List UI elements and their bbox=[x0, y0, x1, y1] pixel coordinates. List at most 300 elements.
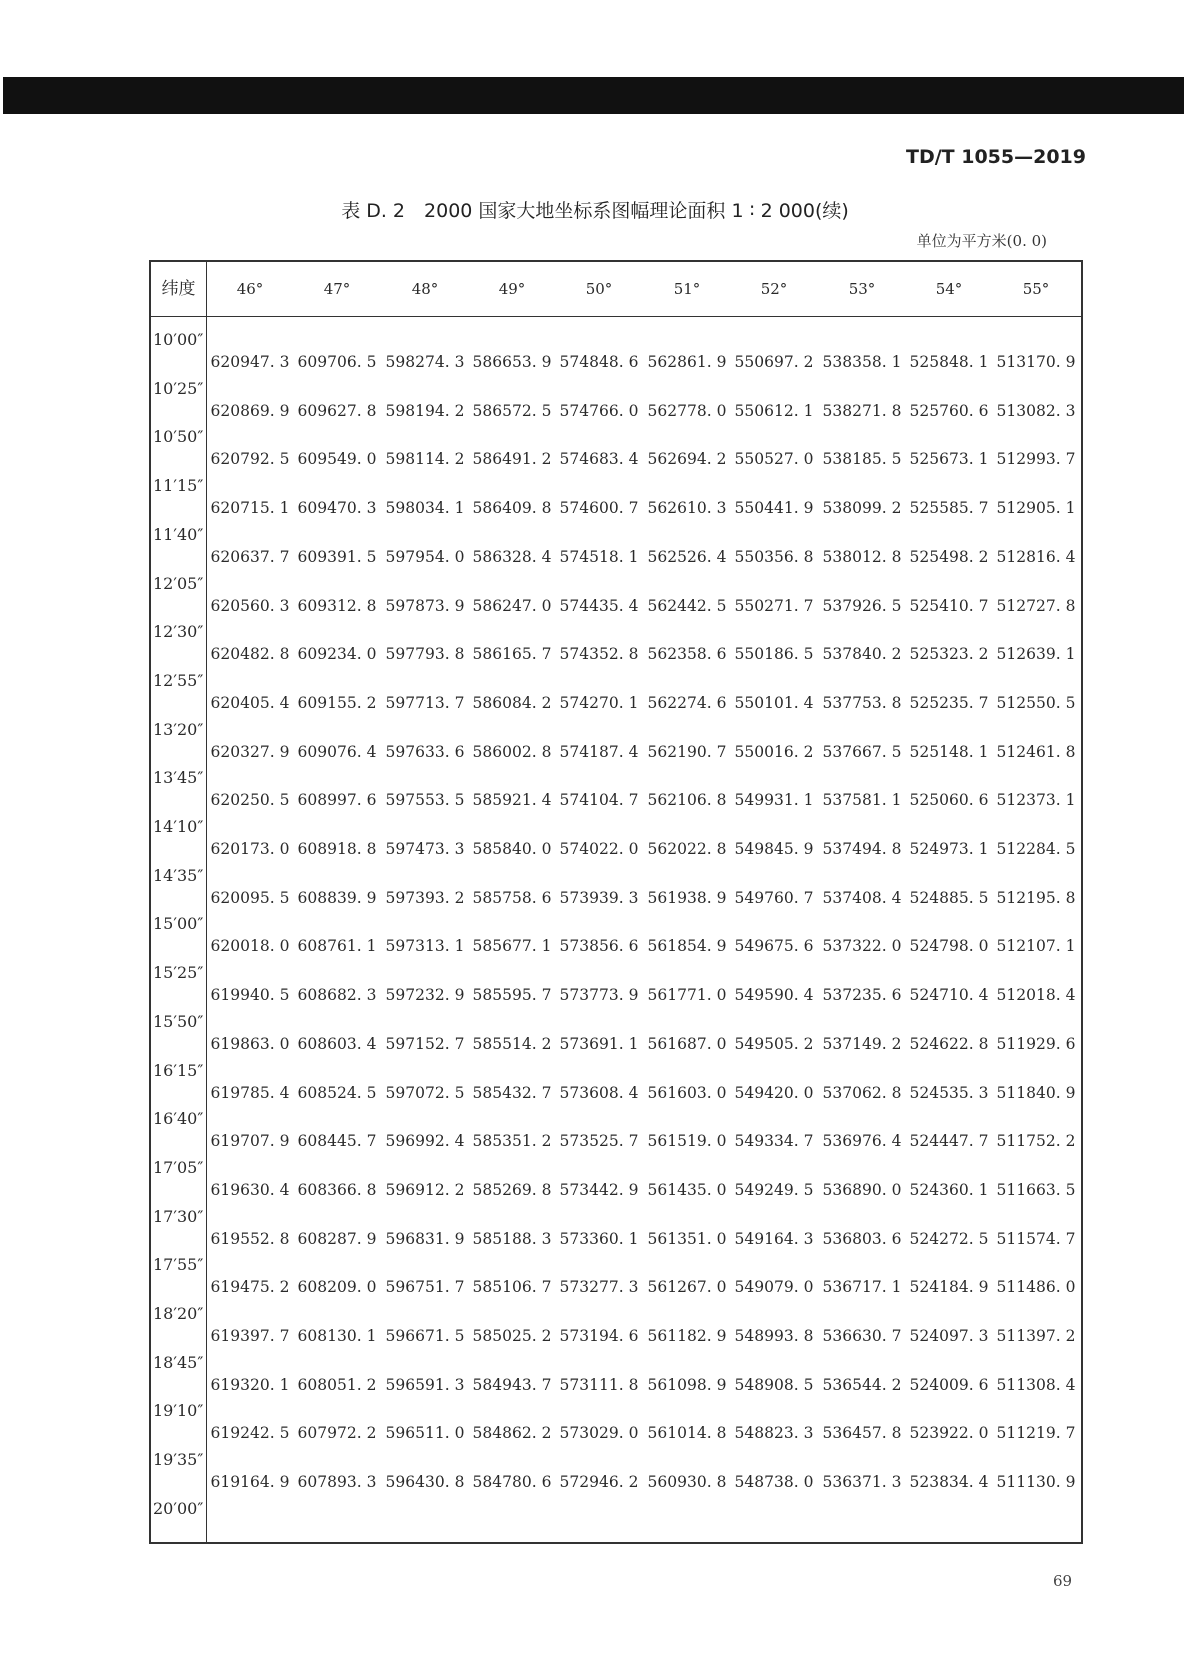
latitude-label: 12′55″ bbox=[153, 670, 204, 690]
latitude-label: 11′15″ bbox=[153, 476, 204, 496]
table-cell: 511840. 9 bbox=[996, 1083, 1076, 1102]
latitude-label: 17′30″ bbox=[153, 1206, 204, 1226]
table-cell: 620482. 8 bbox=[210, 645, 290, 664]
table-cell: 524798. 0 bbox=[909, 937, 989, 956]
table-cell: 620327. 9 bbox=[210, 742, 290, 761]
table-cell: 573029. 0 bbox=[559, 1424, 639, 1443]
table-row bbox=[151, 1084, 1081, 1108]
table-cell: 609549. 0 bbox=[297, 450, 377, 469]
table-cell: 608839. 9 bbox=[297, 888, 377, 907]
latitude-label: 19′35″ bbox=[153, 1450, 204, 1470]
table-cell: 609627. 8 bbox=[297, 401, 377, 420]
table-cell: 619785. 4 bbox=[210, 1083, 290, 1102]
table-cell: 561771. 0 bbox=[647, 986, 727, 1005]
table-cell: 585351. 2 bbox=[472, 1132, 552, 1151]
table-cell: 549931. 1 bbox=[734, 791, 814, 810]
table-cell: 511574. 7 bbox=[996, 1229, 1076, 1248]
table-row bbox=[151, 791, 1081, 815]
table-cell: 537667. 5 bbox=[822, 742, 902, 761]
column-header: 49° bbox=[498, 280, 526, 298]
table-cell: 549675. 6 bbox=[734, 937, 814, 956]
table-cell: 574022. 0 bbox=[559, 840, 639, 858]
table-cell: 620560. 3 bbox=[210, 596, 290, 615]
table-cell: 586247. 0 bbox=[472, 596, 552, 615]
table-cell: 536457. 8 bbox=[822, 1424, 902, 1443]
table-cell: 512107. 1 bbox=[996, 937, 1076, 956]
table-cell: 511486. 0 bbox=[996, 1278, 1076, 1297]
table-cell: 562022. 8 bbox=[647, 840, 727, 858]
table-cell: 585106. 7 bbox=[472, 1278, 552, 1297]
table-cell: 608997. 6 bbox=[297, 791, 377, 810]
table-cell: 573608. 4 bbox=[559, 1083, 639, 1102]
table-cell: 524184. 9 bbox=[909, 1278, 989, 1297]
table-cell: 562694. 2 bbox=[647, 450, 727, 469]
table-cell: 597393. 2 bbox=[385, 888, 465, 907]
table-cell: 525148. 1 bbox=[909, 742, 989, 761]
column-header: 52° bbox=[760, 280, 788, 298]
header-bar bbox=[3, 77, 1184, 114]
latitude-label: 15′00″ bbox=[153, 914, 204, 934]
table-cell: 561519. 0 bbox=[647, 1132, 727, 1151]
table-cell: 574848. 6 bbox=[559, 353, 639, 371]
table-cell: 574600. 7 bbox=[559, 499, 639, 518]
table-cell: 609234. 0 bbox=[297, 645, 377, 664]
table-cell: 524272. 5 bbox=[909, 1229, 989, 1248]
table-cell: 537149. 2 bbox=[822, 1034, 902, 1053]
latitude-label: 10′50″ bbox=[153, 427, 204, 447]
table-cell: 609312. 8 bbox=[297, 596, 377, 615]
column-header: 47° bbox=[323, 280, 351, 298]
latitude-label: 19′10″ bbox=[153, 1401, 204, 1421]
table-cell: 620405. 4 bbox=[210, 693, 290, 712]
table-cell: 548738. 0 bbox=[734, 1473, 814, 1492]
table-cell: 586409. 8 bbox=[472, 499, 552, 518]
table-cell: 573856. 6 bbox=[559, 937, 639, 956]
table-cell: 574104. 7 bbox=[559, 791, 639, 810]
table-cell: 620869. 9 bbox=[210, 401, 290, 420]
latitude-label: 15′50″ bbox=[153, 1011, 204, 1031]
table-cell: 549079. 0 bbox=[734, 1278, 814, 1297]
table-cell: 511663. 5 bbox=[996, 1180, 1076, 1199]
table-cell: 513170. 9 bbox=[996, 353, 1076, 371]
latitude-label: 20′00″ bbox=[153, 1498, 204, 1518]
table-row bbox=[151, 450, 1081, 474]
table-row bbox=[151, 548, 1081, 572]
table-cell: 561603. 0 bbox=[647, 1083, 727, 1102]
unit-note: 单位为平方米(0. 0) bbox=[916, 232, 1047, 250]
table-cell: 584943. 7 bbox=[472, 1375, 552, 1394]
table-cell: 598114. 2 bbox=[385, 450, 465, 469]
table-cell: 537494. 8 bbox=[822, 840, 902, 858]
table-cell: 525235. 7 bbox=[909, 693, 989, 712]
table-cell: 525498. 2 bbox=[909, 547, 989, 566]
latitude-label: 12′05″ bbox=[153, 573, 204, 593]
table-cell: 537581. 1 bbox=[822, 791, 902, 810]
column-header: 51° bbox=[673, 280, 701, 298]
table-cell: 586002. 8 bbox=[472, 742, 552, 761]
table-cell: 586084. 2 bbox=[472, 693, 552, 712]
table-cell: 550356. 8 bbox=[734, 547, 814, 566]
table-cell: 620792. 5 bbox=[210, 450, 290, 469]
table-cell: 574766. 0 bbox=[559, 401, 639, 420]
table-cell: 536803. 6 bbox=[822, 1229, 902, 1248]
column-header: 55° bbox=[1022, 280, 1050, 298]
table-cell: 562106. 8 bbox=[647, 791, 727, 810]
table-cell: 598034. 1 bbox=[385, 499, 465, 518]
table-cell: 620173. 0 bbox=[210, 840, 290, 858]
table-cell: 585025. 2 bbox=[472, 1327, 552, 1345]
table-cell: 598194. 2 bbox=[385, 401, 465, 420]
table-row bbox=[151, 1035, 1081, 1059]
table-row bbox=[151, 1132, 1081, 1156]
table-cell: 525060. 6 bbox=[909, 791, 989, 810]
table-cell: 537062. 8 bbox=[822, 1083, 902, 1102]
table-cell: 538012. 8 bbox=[822, 547, 902, 566]
table-cell: 549590. 4 bbox=[734, 986, 814, 1005]
table-cell: 548908. 5 bbox=[734, 1375, 814, 1394]
table-cell: 608761. 1 bbox=[297, 937, 377, 956]
table-cell: 585188. 3 bbox=[472, 1229, 552, 1248]
table-cell: 619397. 7 bbox=[210, 1327, 290, 1345]
table-cell: 562861. 9 bbox=[647, 353, 727, 371]
table-cell: 549249. 5 bbox=[734, 1180, 814, 1199]
table-cell: 597473. 3 bbox=[385, 840, 465, 858]
table-cell: 512373. 1 bbox=[996, 791, 1076, 810]
table-cell: 597553. 5 bbox=[385, 791, 465, 810]
table-cell: 511929. 6 bbox=[996, 1034, 1076, 1053]
table-cell: 550527. 0 bbox=[734, 450, 814, 469]
table-row bbox=[151, 1424, 1081, 1448]
table-cell: 597954. 0 bbox=[385, 547, 465, 566]
table-cell: 573111. 8 bbox=[559, 1375, 639, 1394]
table-cell: 574187. 4 bbox=[559, 742, 639, 761]
column-header: 46° bbox=[236, 280, 264, 298]
table-cell: 549334. 7 bbox=[734, 1132, 814, 1151]
table-cell: 538358. 1 bbox=[822, 353, 902, 371]
latitude-label: 14′10″ bbox=[153, 817, 204, 836]
standard-code: TD/T 1055—2019 bbox=[905, 146, 1086, 168]
table-cell: 525673. 1 bbox=[909, 450, 989, 469]
table-cell: 597793. 8 bbox=[385, 645, 465, 664]
table-cell: 536544. 2 bbox=[822, 1375, 902, 1394]
table-cell: 561098. 9 bbox=[647, 1375, 727, 1394]
table-cell: 550697. 2 bbox=[734, 353, 814, 371]
table-cell: 561014. 8 bbox=[647, 1424, 727, 1443]
table-cell: 585514. 2 bbox=[472, 1034, 552, 1053]
table-cell: 585269. 8 bbox=[472, 1180, 552, 1199]
table-cell: 585758. 6 bbox=[472, 888, 552, 907]
table-cell: 524360. 1 bbox=[909, 1180, 989, 1199]
table-cell: 561435. 0 bbox=[647, 1180, 727, 1199]
table-cell: 536630. 7 bbox=[822, 1327, 902, 1345]
table-cell: 608051. 2 bbox=[297, 1375, 377, 1394]
table-cell: 511752. 2 bbox=[996, 1132, 1076, 1151]
table-cell: 524097. 3 bbox=[909, 1327, 989, 1345]
table-cell: 597152. 7 bbox=[385, 1034, 465, 1053]
table-cell: 524885. 5 bbox=[909, 888, 989, 907]
latitude-label: 16′15″ bbox=[153, 1060, 204, 1080]
table-cell: 619707. 9 bbox=[210, 1132, 290, 1151]
table-cell: 550612. 1 bbox=[734, 401, 814, 420]
table-cell: 596511. 0 bbox=[385, 1424, 465, 1443]
table-cell: 524009. 6 bbox=[909, 1375, 989, 1394]
latitude-label: 13′20″ bbox=[153, 719, 204, 739]
latitude-label: 11′40″ bbox=[153, 524, 204, 544]
table-cell: 538271. 8 bbox=[822, 401, 902, 420]
table-row bbox=[151, 1278, 1081, 1302]
table-cell: 562526. 4 bbox=[647, 547, 727, 566]
table-cell: 573277. 3 bbox=[559, 1278, 639, 1297]
latitude-header: 纬度 bbox=[161, 279, 196, 299]
table-cell: 550441. 9 bbox=[734, 499, 814, 518]
table-cell: 609076. 4 bbox=[297, 742, 377, 761]
column-header: 50° bbox=[585, 280, 613, 298]
table-cell: 536371. 3 bbox=[822, 1473, 902, 1492]
latitude-label: 14′35″ bbox=[153, 865, 204, 885]
table-cell: 619552. 8 bbox=[210, 1229, 290, 1248]
table-cell: 525848. 1 bbox=[909, 353, 989, 371]
table-cell: 524973. 1 bbox=[909, 840, 989, 858]
table-cell: 619164. 9 bbox=[210, 1473, 290, 1492]
table-cell: 537926. 5 bbox=[822, 596, 902, 615]
table-cell: 573773. 9 bbox=[559, 986, 639, 1005]
table-cell: 619630. 4 bbox=[210, 1180, 290, 1199]
table-cell: 620715. 1 bbox=[210, 499, 290, 518]
latitude-label: 10′00″ bbox=[153, 330, 204, 349]
table-cell: 574683. 4 bbox=[559, 450, 639, 469]
table-cell: 586653. 9 bbox=[472, 353, 552, 371]
latitude-label: 10′25″ bbox=[153, 378, 204, 398]
table-cell: 620637. 7 bbox=[210, 547, 290, 566]
table-cell: 620947. 3 bbox=[210, 353, 290, 371]
table-cell: 512461. 8 bbox=[996, 742, 1076, 761]
latitude-label: 16′40″ bbox=[153, 1109, 204, 1129]
table-cell: 525323. 2 bbox=[909, 645, 989, 664]
table-cell: 548993. 8 bbox=[734, 1327, 814, 1345]
table-cell: 619475. 2 bbox=[210, 1278, 290, 1297]
table-cell: 573525. 7 bbox=[559, 1132, 639, 1151]
table-cell: 620250. 5 bbox=[210, 791, 290, 810]
table-cell: 620018. 0 bbox=[210, 937, 290, 956]
table-cell: 512018. 4 bbox=[996, 986, 1076, 1005]
table-cell: 596751. 7 bbox=[385, 1278, 465, 1297]
table-cell: 574270. 1 bbox=[559, 693, 639, 712]
latitude-label: 13′45″ bbox=[153, 768, 204, 788]
table-cell: 561182. 9 bbox=[647, 1327, 727, 1345]
table-cell: 609391. 5 bbox=[297, 547, 377, 566]
table-cell: 574518. 1 bbox=[559, 547, 639, 566]
table-cell: 573194. 6 bbox=[559, 1327, 639, 1345]
table-cell: 562190. 7 bbox=[647, 742, 727, 761]
table-cell: 608918. 8 bbox=[297, 840, 377, 858]
table-cell: 511219. 7 bbox=[996, 1424, 1076, 1443]
table-cell: 596992. 4 bbox=[385, 1132, 465, 1151]
table-cell: 585595. 7 bbox=[472, 986, 552, 1005]
table-cell: 549164. 3 bbox=[734, 1229, 814, 1248]
table-cell: 586165. 7 bbox=[472, 645, 552, 664]
table-cell: 562274. 6 bbox=[647, 693, 727, 712]
table-cell: 562358. 6 bbox=[647, 645, 727, 664]
table-row bbox=[151, 353, 1081, 377]
table-cell: 511308. 4 bbox=[996, 1375, 1076, 1394]
table-cell: 537235. 6 bbox=[822, 986, 902, 1005]
table-cell: 537322. 0 bbox=[822, 937, 902, 956]
table-cell: 562610. 3 bbox=[647, 499, 727, 518]
table-row bbox=[151, 889, 1081, 913]
table-row bbox=[151, 402, 1081, 426]
table-cell: 609706. 5 bbox=[297, 353, 377, 371]
table-cell: 537408. 4 bbox=[822, 888, 902, 907]
table-cell: 562442. 5 bbox=[647, 596, 727, 615]
table-cell: 549845. 9 bbox=[734, 840, 814, 858]
table-cell: 561938. 9 bbox=[647, 888, 727, 907]
table-cell: 525410. 7 bbox=[909, 596, 989, 615]
table-cell: 596430. 8 bbox=[385, 1473, 465, 1492]
table-cell: 598274. 3 bbox=[385, 353, 465, 371]
table-cell: 512284. 5 bbox=[996, 840, 1076, 858]
table-cell: 597072. 5 bbox=[385, 1083, 465, 1102]
table-cell: 608445. 7 bbox=[297, 1132, 377, 1151]
table-cell: 524535. 3 bbox=[909, 1083, 989, 1102]
table-cell: 561687. 0 bbox=[647, 1034, 727, 1053]
table-cell: 584862. 2 bbox=[472, 1424, 552, 1443]
table-cell: 512727. 8 bbox=[996, 596, 1076, 615]
table-cell: 536976. 4 bbox=[822, 1132, 902, 1151]
table-cell: 538185. 5 bbox=[822, 450, 902, 469]
table-row bbox=[151, 1181, 1081, 1205]
latitude-label: 18′45″ bbox=[153, 1352, 204, 1372]
latitude-label: 18′20″ bbox=[153, 1304, 204, 1323]
table-cell: 513082. 3 bbox=[996, 401, 1076, 420]
table-cell: 512816. 4 bbox=[996, 547, 1076, 566]
table-cell: 597873. 9 bbox=[385, 596, 465, 615]
table-cell: 572946. 2 bbox=[559, 1473, 639, 1492]
table-cell: 585432. 7 bbox=[472, 1083, 552, 1102]
table-cell: 524447. 7 bbox=[909, 1132, 989, 1151]
table-row bbox=[151, 840, 1081, 864]
table-cell: 523922. 0 bbox=[909, 1424, 989, 1443]
table-row bbox=[151, 937, 1081, 961]
table-row bbox=[151, 1230, 1081, 1254]
table-cell: 597713. 7 bbox=[385, 693, 465, 712]
table-cell: 609155. 2 bbox=[297, 693, 377, 712]
table-cell: 585840. 0 bbox=[472, 840, 552, 858]
table-cell: 562778. 0 bbox=[647, 401, 727, 420]
table-cell: 584780. 6 bbox=[472, 1473, 552, 1492]
table-cell: 619940. 5 bbox=[210, 986, 290, 1005]
table-cell: 512993. 7 bbox=[996, 450, 1076, 469]
table-cell: 586491. 2 bbox=[472, 450, 552, 469]
table-cell: 538099. 2 bbox=[822, 499, 902, 518]
table-cell: 608287. 9 bbox=[297, 1229, 377, 1248]
table-cell: 608524. 5 bbox=[297, 1083, 377, 1102]
table-cell: 549760. 7 bbox=[734, 888, 814, 907]
table-cell: 511397. 2 bbox=[996, 1327, 1076, 1345]
table-cell: 607972. 2 bbox=[297, 1424, 377, 1443]
table-cell: 608682. 3 bbox=[297, 986, 377, 1005]
table-cell: 619242. 5 bbox=[210, 1424, 290, 1443]
table-cell: 596912. 2 bbox=[385, 1180, 465, 1199]
latitude-label: 17′55″ bbox=[153, 1255, 204, 1275]
table-cell: 573691. 1 bbox=[559, 1034, 639, 1053]
table-cell: 561351. 0 bbox=[647, 1229, 727, 1248]
table-cell: 511130. 9 bbox=[996, 1473, 1076, 1492]
table-cell: 523834. 4 bbox=[909, 1473, 989, 1492]
table-cell: 573360. 1 bbox=[559, 1229, 639, 1248]
table-cell: 620095. 5 bbox=[210, 888, 290, 907]
table-cell: 608130. 1 bbox=[297, 1327, 377, 1345]
table-cell: 560930. 8 bbox=[647, 1473, 727, 1492]
column-header: 48° bbox=[411, 280, 439, 298]
table-cell: 536717. 1 bbox=[822, 1278, 902, 1297]
table-cell: 525585. 7 bbox=[909, 499, 989, 518]
table-cell: 548823. 3 bbox=[734, 1424, 814, 1443]
table-cell: 607893. 3 bbox=[297, 1473, 377, 1492]
table-row bbox=[151, 986, 1081, 1010]
table-cell: 512195. 8 bbox=[996, 888, 1076, 907]
table-row bbox=[151, 1327, 1081, 1351]
table-cell: 585677. 1 bbox=[472, 937, 552, 956]
table-cell: 608366. 8 bbox=[297, 1180, 377, 1199]
table-cell: 586328. 4 bbox=[472, 547, 552, 566]
table-cell: 550186. 5 bbox=[734, 645, 814, 664]
table-cell: 524710. 4 bbox=[909, 986, 989, 1005]
column-header: 53° bbox=[848, 280, 876, 298]
table-cell: 561267. 0 bbox=[647, 1278, 727, 1297]
table-cell: 586572. 5 bbox=[472, 401, 552, 420]
table-row bbox=[151, 645, 1081, 669]
table-cell: 609470. 3 bbox=[297, 499, 377, 518]
table-cell: 550101. 4 bbox=[734, 693, 814, 712]
table-cell: 549420. 0 bbox=[734, 1083, 814, 1102]
table-cell: 512905. 1 bbox=[996, 499, 1076, 518]
table-cell: 597232. 9 bbox=[385, 986, 465, 1005]
latitude-label: 17′05″ bbox=[153, 1157, 204, 1177]
table-cell: 608603. 4 bbox=[297, 1034, 377, 1053]
table-cell: 524622. 8 bbox=[909, 1034, 989, 1053]
table-cell: 550016. 2 bbox=[734, 742, 814, 761]
table-cell: 619863. 0 bbox=[210, 1034, 290, 1053]
table-cell: 596591. 3 bbox=[385, 1375, 465, 1394]
table-cell: 608209. 0 bbox=[297, 1278, 377, 1297]
table-row bbox=[151, 1473, 1081, 1497]
table-cell: 536890. 0 bbox=[822, 1180, 902, 1199]
table-cell: 585921. 4 bbox=[472, 791, 552, 810]
table-row bbox=[151, 1376, 1081, 1400]
table-cell: 512550. 5 bbox=[996, 693, 1076, 712]
table-cell: 561854. 9 bbox=[647, 937, 727, 956]
column-header: 54° bbox=[935, 280, 963, 298]
page-number: 69 bbox=[1053, 1572, 1073, 1590]
table-cell: 574352. 8 bbox=[559, 645, 639, 664]
latitude-label: 15′25″ bbox=[153, 963, 204, 983]
table-row bbox=[151, 743, 1081, 767]
area-table bbox=[149, 260, 1083, 1544]
table-cell: 525760. 6 bbox=[909, 401, 989, 420]
table-cell: 619320. 1 bbox=[210, 1375, 290, 1394]
table-cell: 596831. 9 bbox=[385, 1229, 465, 1248]
table-row bbox=[151, 597, 1081, 621]
header-divider bbox=[151, 316, 1081, 317]
table-cell: 537753. 8 bbox=[822, 693, 902, 712]
table-row bbox=[151, 694, 1081, 718]
table-cell: 574435. 4 bbox=[559, 596, 639, 615]
table-cell: 537840. 2 bbox=[822, 645, 902, 664]
table-cell: 573939. 3 bbox=[559, 888, 639, 907]
table-cell: 512639. 1 bbox=[996, 645, 1076, 664]
table-cell: 596671. 5 bbox=[385, 1327, 465, 1345]
latitude-label: 12′30″ bbox=[153, 622, 204, 642]
